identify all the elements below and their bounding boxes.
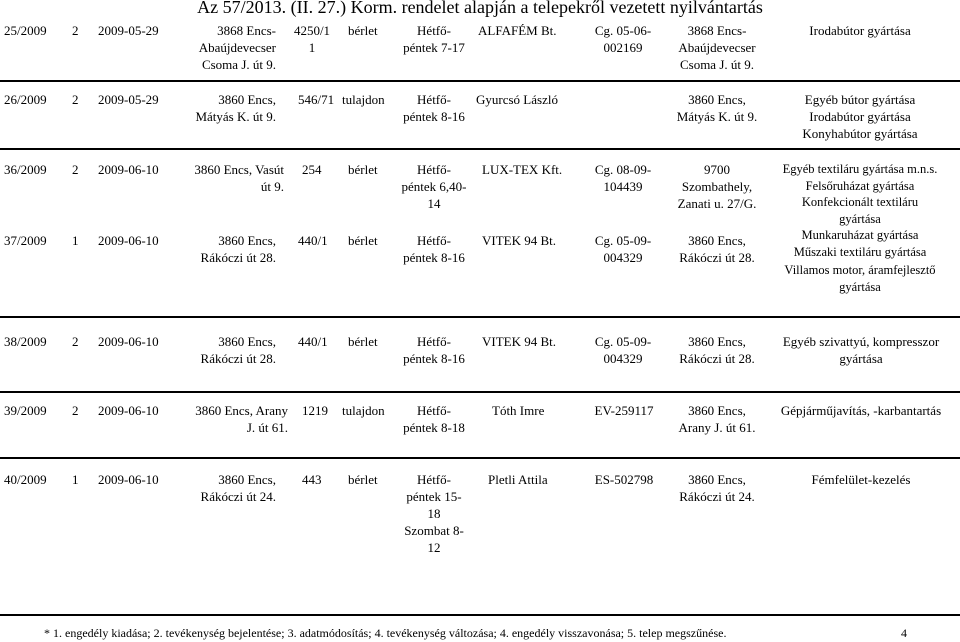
cell-seat: 3860 Encs, Rákóczi út 28. <box>679 233 755 265</box>
cell-date: 2009-06-10 <box>98 403 159 418</box>
cell-hours: Hétfő- péntek 8-16 <box>403 334 465 366</box>
cell-ownership: tulajdon <box>342 92 385 107</box>
cell-hours: Hétfő- péntek 8-18 <box>403 403 465 435</box>
cell-type: 2 <box>72 23 79 38</box>
cell-activity: Egyéb bútor gyártása Irodabútor gyártása Konyhabútor gyártása <box>802 92 918 141</box>
cell-id: 36/2009 <box>4 162 47 177</box>
cell-date: 2009-06-10 <box>98 162 159 177</box>
cell-lot: 440/1 <box>298 233 328 248</box>
cell-address: 3860 Encs, Mátyás K. út 9. <box>195 92 276 124</box>
cell-seat: 3868 Encs- Abaújdevecser Csoma J. út 9. <box>678 23 756 72</box>
row-separator <box>0 614 960 616</box>
cell-date: 2009-05-29 <box>98 23 159 38</box>
cell-seat: 3860 Encs, Mátyás K. út 9. <box>676 92 758 124</box>
cell-ownership: bérlet <box>348 233 378 248</box>
cell-address: 3868 Encs- Abaújdevecser Csoma J. út 9. <box>198 23 276 72</box>
cell-type: 1 <box>72 233 79 248</box>
row-separator <box>0 391 960 393</box>
cell-activity: Egyéb textiláru gyártása m.n.s. Felsőruházat gyártása Konfekcionált textiláru gyártása Munkaruházat gyártása Műszaki textiláru gyártása <box>782 162 938 259</box>
cell-id: 40/2009 <box>4 472 47 487</box>
cell-id: 26/2009 <box>4 92 47 107</box>
document-title: Az 57/2013. (II. 27.) Korm. rendelet alapján a telepekről vezetett nyilvántartás <box>197 0 763 17</box>
cell-type: 2 <box>72 162 79 177</box>
cell-hours: Hétfő- péntek 8-16 <box>403 233 465 265</box>
cell-id: 38/2009 <box>4 334 47 349</box>
cell-activity: Gépjárműjavítás, -karbantartás <box>780 403 942 418</box>
cell-operator: Pletli Attila <box>488 472 548 487</box>
cell-hours: Hétfő- péntek 8-16 <box>403 92 465 124</box>
cell-lot: 546/71 <box>298 92 335 107</box>
cell-address: 3860 Encs, Vasút út 9. <box>194 162 284 194</box>
page-number: 4 <box>901 626 907 640</box>
cell-operator: VITEK 94 Bt. <box>482 334 557 349</box>
cell-address: 3860 Encs, Rákóczi út 24. <box>200 472 276 504</box>
cell-lot: 4250/1 1 <box>293 23 331 55</box>
cell-lot: 443 <box>302 472 322 487</box>
cell-date: 2009-05-29 <box>98 92 159 107</box>
cell-hours: Hétfő- péntek 15- 18 Szombat 8- 12 <box>404 472 464 555</box>
cell-id: 39/2009 <box>4 403 47 418</box>
cell-date: 2009-06-10 <box>98 472 159 487</box>
cell-seat: 3860 Encs, Rákóczi út 28. <box>679 334 755 366</box>
cell-type: 2 <box>72 92 79 107</box>
cell-registration: Cg. 05-09- 004329 <box>594 233 652 265</box>
cell-address: 3860 Encs, Rákóczi út 28. <box>200 233 276 265</box>
cell-date: 2009-06-10 <box>98 334 159 349</box>
cell-lot: 440/1 <box>298 334 328 349</box>
cell-seat: 3860 Encs, Arany J. út 61. <box>678 403 756 435</box>
cell-seat: 9700 Szombathely, Zanati u. 27/G. <box>677 162 757 211</box>
cell-type: 2 <box>72 334 79 349</box>
cell-id: 37/2009 <box>4 233 47 248</box>
cell-activity: Villamos motor, áramfejlesztő gyártása <box>784 263 936 294</box>
row-separator <box>0 457 960 459</box>
cell-address: 3860 Encs, Rákóczi út 28. <box>200 334 276 366</box>
cell-registration: Cg. 05-09- 004329 <box>594 334 652 366</box>
cell-type: 1 <box>72 472 79 487</box>
cell-ownership: tulajdon <box>342 403 385 418</box>
cell-address: 3860 Encs, Arany J. út 61. <box>195 403 288 435</box>
footnote: * 1. engedély kiadása; 2. tevékenység bejelentése; 3. adatmódosítás; 4. tevékenység változása; 4. engedély visszavonása; 5. telep megszűnése. <box>44 626 727 640</box>
cell-ownership: bérlet <box>348 162 378 177</box>
row-separator <box>0 316 960 318</box>
cell-registration: Cg. 05-06- 002169 <box>594 23 652 55</box>
cell-date: 2009-06-10 <box>98 233 159 248</box>
cell-operator: Gyurcsó László <box>476 92 558 107</box>
cell-lot: 1219 <box>302 403 328 418</box>
row-separator <box>0 148 960 150</box>
cell-id: 25/2009 <box>4 23 47 38</box>
cell-operator: VITEK 94 Bt. <box>482 233 557 248</box>
cell-ownership: bérlet <box>348 334 378 349</box>
cell-registration: EV-259117 <box>594 403 654 418</box>
cell-hours: Hétfő- péntek 7-17 <box>403 23 465 55</box>
row-separator <box>0 80 960 82</box>
cell-activity: Irodabútor gyártása <box>809 23 911 38</box>
cell-activity: Egyéb szivattyú, kompresszor gyártása <box>782 334 940 366</box>
cell-activity: Fémfelület-kezelés <box>811 472 911 487</box>
cell-ownership: bérlet <box>348 472 378 487</box>
cell-registration: ES-502798 <box>594 472 654 487</box>
cell-registration: Cg. 08-09- 104439 <box>594 162 652 194</box>
cell-ownership: bérlet <box>348 23 378 38</box>
cell-lot: 254 <box>302 162 322 177</box>
cell-operator: ALFAFÉM Bt. <box>478 23 557 38</box>
cell-operator: LUX-TEX Kft. <box>482 162 563 177</box>
cell-type: 2 <box>72 403 79 418</box>
cell-operator: Tóth Imre <box>492 403 545 418</box>
cell-hours: Hétfő- péntek 6,40- 14 <box>401 162 467 211</box>
cell-seat: 3860 Encs, Rákóczi út 24. <box>679 472 755 504</box>
